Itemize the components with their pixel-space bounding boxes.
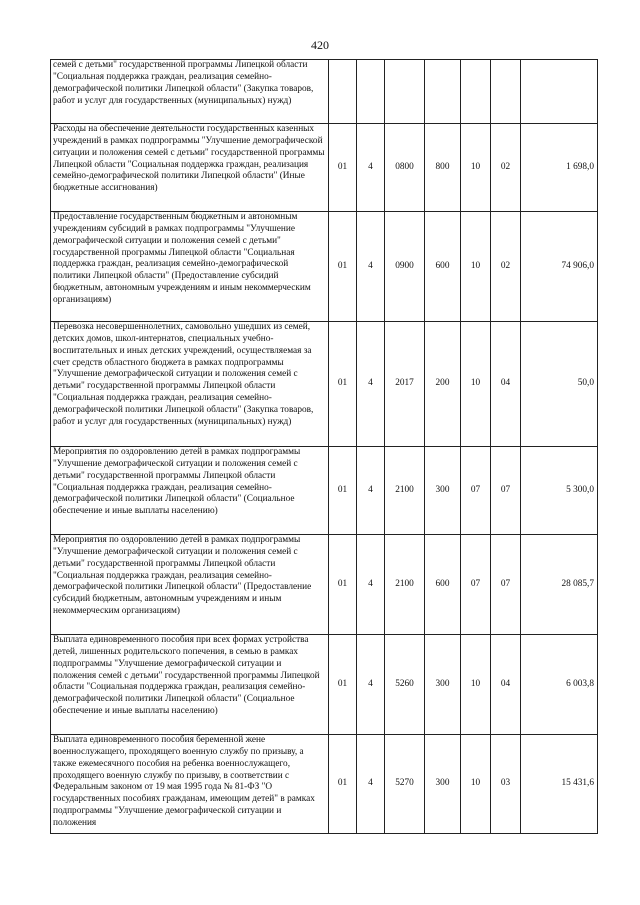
row-amount: 28 085,7 bbox=[521, 535, 598, 635]
row-code-4: 300 bbox=[425, 635, 461, 735]
row-code-2: 4 bbox=[357, 212, 385, 322]
row-code-5: 10 bbox=[461, 124, 491, 212]
row-code-6: 02 bbox=[491, 124, 521, 212]
page-number: 420 bbox=[311, 38, 329, 52]
row-code-4 bbox=[425, 60, 461, 124]
table-row bbox=[51, 60, 598, 124]
row-code-6: 07 bbox=[491, 535, 521, 635]
row-code-2: 4 bbox=[357, 322, 385, 447]
row-description: Выплата единовременного пособия при всех формах устройства детей, лишенных родительского попечения, в семью в рамках подпрограммы "Улучшение демографической ситуации и положения семей с детьми" государственной программы Липецкой области "Социальная поддержка граждан, реализация семейно-демографической политики Липецкой области" (Социальное обеспечение и иные выплаты населению) bbox=[51, 635, 329, 735]
row-amount bbox=[521, 60, 598, 124]
row-code-5: 10 bbox=[461, 212, 491, 322]
row-code-4: 600 bbox=[425, 535, 461, 635]
row-code-1: 01 bbox=[329, 447, 357, 535]
row-code-3: 2017 bbox=[385, 322, 425, 447]
row-amount: 15 431,6 bbox=[521, 735, 598, 834]
row-amount: 6 003,8 bbox=[521, 635, 598, 735]
table-row bbox=[51, 322, 598, 447]
table-row bbox=[51, 535, 598, 635]
row-code-5: 10 bbox=[461, 322, 491, 447]
row-code-2: 4 bbox=[357, 124, 385, 212]
row-code-2: 4 bbox=[357, 735, 385, 834]
row-code-4: 600 bbox=[425, 212, 461, 322]
row-code-4: 300 bbox=[425, 735, 461, 834]
row-code-6: 04 bbox=[491, 322, 521, 447]
row-amount: 1 698,0 bbox=[521, 124, 598, 212]
row-code-2: 4 bbox=[357, 535, 385, 635]
row-code-2 bbox=[357, 60, 385, 124]
row-code-3: 0900 bbox=[385, 212, 425, 322]
table-row bbox=[51, 124, 598, 212]
row-code-1: 01 bbox=[329, 535, 357, 635]
row-amount: 5 300,0 bbox=[521, 447, 598, 535]
row-code-1: 01 bbox=[329, 212, 357, 322]
row-code-1: 01 bbox=[329, 735, 357, 834]
row-code-1: 01 bbox=[329, 124, 357, 212]
row-code-5 bbox=[461, 60, 491, 124]
row-code-4: 800 bbox=[425, 124, 461, 212]
row-code-3: 2100 bbox=[385, 535, 425, 635]
row-code-5: 10 bbox=[461, 735, 491, 834]
row-code-2: 4 bbox=[357, 447, 385, 535]
row-description: Расходы на обеспечение деятельности государственных казенных учреждений в рамках подпрограммы "Улучшение демографической ситуации и положения семей с детьми" государственной программы Липецкой области "Социальная поддержка граждан, реализация семейно-демографической политики Липецкой области" (Иные бюджетные ассигнования) bbox=[51, 124, 329, 212]
row-description: Перевозка несовершеннолетних, самовольно ушедших из семей, детских домов, школ-интернатов, специальных учебно-воспитательных и иных детских учреждений, осуществляемая за счет средств областного бюджета в рамках подпрограммы "Улучшение демографической ситуации и положения семей с детьми" государственной программы Липецкой области "Социальная поддержка граждан, реализация семейно-демографической политики Липецкой области" (Закупка товаров, работ и услуг для государственных (муниципальных) нужд) bbox=[51, 322, 329, 447]
row-amount: 50,0 bbox=[521, 322, 598, 447]
table-row bbox=[51, 635, 598, 735]
budget-table bbox=[50, 59, 598, 834]
table-row bbox=[51, 735, 598, 834]
row-description: семей с детьми" государственной программы Липецкой области "Социальная поддержка граждан, реализация семейно-демографической политики Липецкой области" (Закупка товаров, работ и услуг для государственных (муниципальных) нужд) bbox=[51, 60, 329, 124]
table-row bbox=[51, 447, 598, 535]
row-code-6 bbox=[491, 60, 521, 124]
row-amount: 74 906,0 bbox=[521, 212, 598, 322]
row-code-1 bbox=[329, 60, 357, 124]
row-code-4: 300 bbox=[425, 447, 461, 535]
row-code-5: 10 bbox=[461, 635, 491, 735]
row-code-2: 4 bbox=[357, 635, 385, 735]
row-code-6: 02 bbox=[491, 212, 521, 322]
row-description: Мероприятия по оздоровлению детей в рамках подпрограммы "Улучшение демографической ситуации и положения семей с детьми" государственной программы Липецкой области "Социальная поддержка граждан, реализация семейно-демографической политики Липецкой области" (Предоставление субсидий бюджетным, автономным учреждениям и иным некоммерческим организациям) bbox=[51, 535, 329, 635]
row-code-3: 2100 bbox=[385, 447, 425, 535]
row-description: Выплата единовременного пособия беременной жене военнослужащего, проходящего военную службу по призыву, а также ежемесячного пособия на ребенка военнослужащего, проходящего военную службу по призыву, в соответствии с Федеральным законом от 19 мая 1995 года № 81-ФЗ "О государственных пособиях гражданам, имеющим детей" в рамках подпрограммы "Улучшение демографической ситуации и положения bbox=[51, 735, 329, 834]
row-code-5: 07 bbox=[461, 447, 491, 535]
row-code-1: 01 bbox=[329, 322, 357, 447]
row-description: Предоставление государственным бюджетным и автономным учреждениям субсидий в рамках подпрограммы "Улучшение демографической ситуации и положения семей с детьми" государственной программы Липецкой области "Социальная поддержка граждан, реализация семейно-демографической политики Липецкой области" (Предоставление субсидий бюджетным, автономным учреждениям и иным некоммерческим организациям) bbox=[51, 212, 329, 322]
row-code-4: 200 bbox=[425, 322, 461, 447]
row-code-1: 01 bbox=[329, 635, 357, 735]
row-code-5: 07 bbox=[461, 535, 491, 635]
row-description: Мероприятия по оздоровлению детей в рамках подпрограммы "Улучшение демографической ситуации и положения семей с детьми" государственной программы Липецкой области "Социальная поддержка граждан, реализация семейно-демографической политики Липецкой области" (Социальное обеспечение и иные выплаты населению) bbox=[51, 447, 329, 535]
row-code-6: 07 bbox=[491, 447, 521, 535]
row-code-3: 5260 bbox=[385, 635, 425, 735]
row-code-3: 0800 bbox=[385, 124, 425, 212]
row-code-6: 04 bbox=[491, 635, 521, 735]
table-row bbox=[51, 212, 598, 322]
row-code-6: 03 bbox=[491, 735, 521, 834]
row-code-3 bbox=[385, 60, 425, 124]
row-code-3: 5270 bbox=[385, 735, 425, 834]
